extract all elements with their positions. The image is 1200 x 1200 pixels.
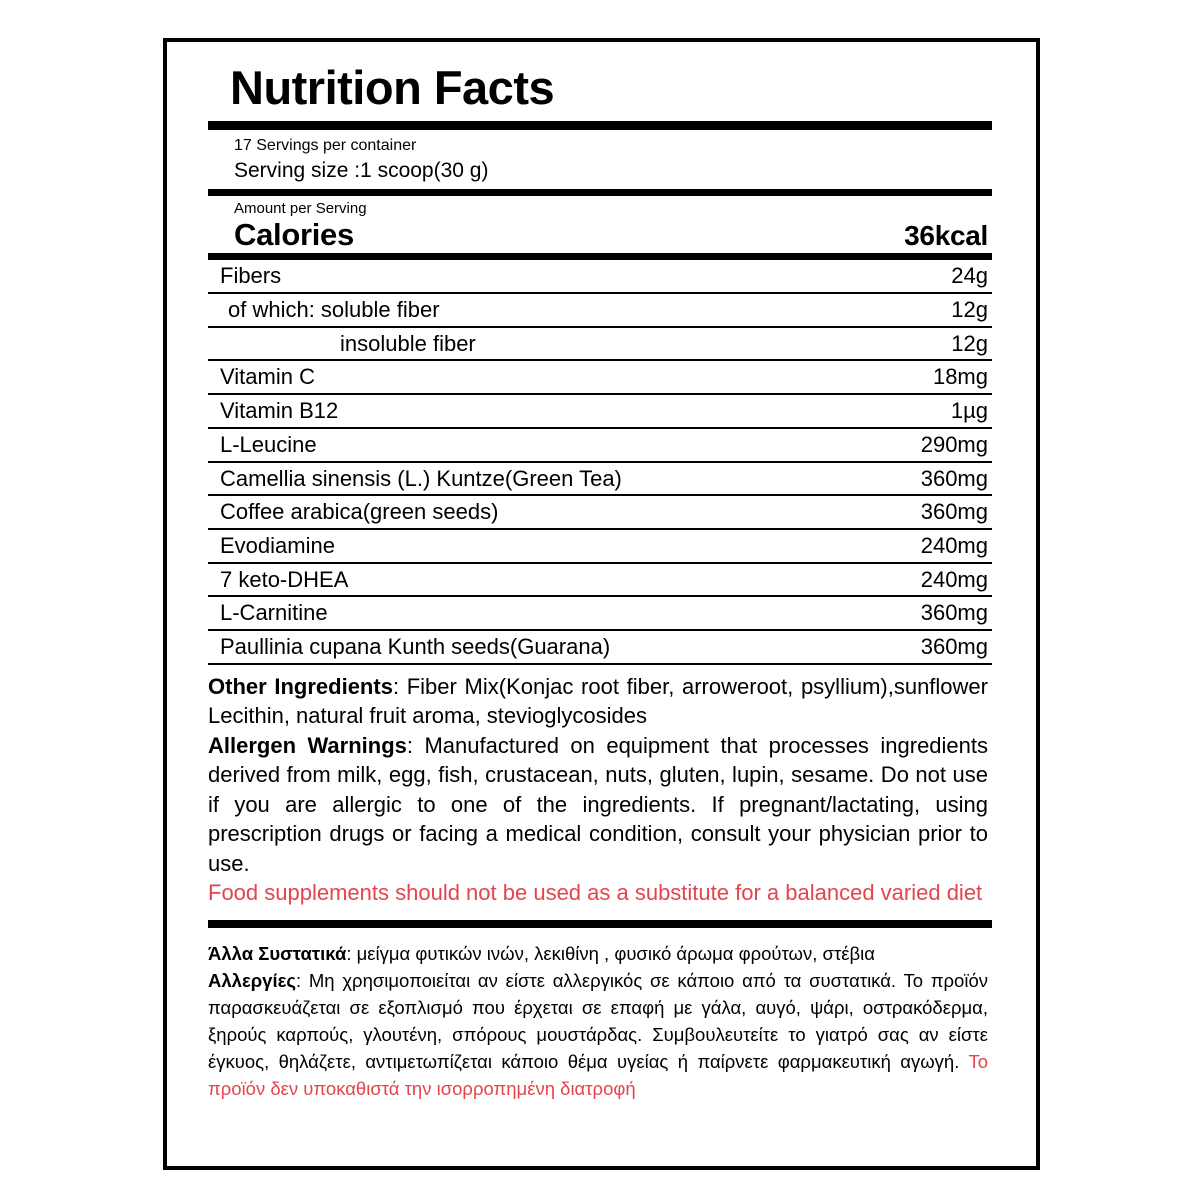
nutrient-value: 1µg [950,398,988,424]
divider-above-greek [208,920,992,928]
amount-per-serving-block [208,196,992,253]
servings-block [208,130,992,189]
nutrient-value: 18mg [932,364,988,390]
servings-per-container: 17 Servings per container [234,136,417,154]
table-row [208,395,992,429]
nutrient-name: Vitamin C [220,364,315,390]
nutrient-name: Coffee arabica(green seeds) [220,499,499,525]
nutrient-name: Evodiamine [220,532,335,558]
nutrient-name: of which: soluble fiber [228,296,440,322]
greek-disclaimer: Το προϊόν δεν υποκαθιστά την ισορροπημένη διατροφή [208,1050,988,1099]
table-row [208,294,992,328]
table-row [208,597,992,631]
table-row [208,429,992,463]
other-ingredients-paragraph [208,672,988,731]
nutrition-facts-label [163,38,1040,1170]
greek-other-ingredients-paragraph [208,940,988,967]
nutrient-value: 360mg [920,600,988,626]
amount-per-serving-label: Amount per Serving [234,200,367,218]
nutrient-name: Vitamin B12 [220,398,339,424]
calories-row [234,217,992,253]
greek-other-ingredients-text: : μείγμα φυτικών ινών, λεκιθίνη , φυσικό άρωμα φρούτων, στέβια [346,942,875,964]
nutrient-name: insoluble fiber [340,330,476,356]
divider-under-title [208,121,992,130]
calories-value: 36kcal [904,220,988,252]
greek-other-ingredients-label: Άλλα Συστατικά [208,942,347,964]
nutrient-value: 360mg [920,465,988,491]
nutrient-table [208,260,992,665]
nutrient-name: Camellia sinensis (L.) Kuntze(Green Tea) [220,465,622,491]
label-content [208,61,992,1102]
other-ingredients-text: : Fiber Mix(Konjac root fiber, arroweroot, psyllium),sunflower Lecithin, natural fruit aroma, stevioglycosides [208,673,988,729]
page-title: Nutrition Facts [230,61,555,114]
nutrient-name: L-Leucine [220,431,317,457]
calories-label: Calories [234,217,354,253]
nutrient-value: 290mg [920,431,988,457]
table-row [208,361,992,395]
greek-allergen-text: : Μη χρησιμοποιείται αν είστε αλλεργικός σε κάποιο από τα συστατικά. Το προϊόν παρασκευάζεται σε εξοπλισμό που έρχεται σε επαφή με γάλα, αυγό, ψάρι, οστρακόδερμα, ξηρούς καρπούς, γλουτένη, σπόρους μουστάρδας. Συμβουλευτείτε το γιατρό σας αν είστε έγκυος, θηλάζετε, αντιμετωπίζεται κάποιο θέμα υγείας ή παίρνετε φαρμακευτική αγωγή. [208,969,988,1072]
nutrient-value: 240mg [920,566,988,592]
divider-under-calories [208,253,992,260]
nutrient-name: Fibers [220,263,282,289]
serving-size: Serving size :1 scoop(30 g) [234,158,489,182]
table-row [208,260,992,294]
nutrient-value: 360mg [920,499,988,525]
greek-notes [208,928,992,1102]
nutrient-value: 12g [951,296,988,322]
nutrient-value: 12g [951,330,988,356]
divider-above-amount [208,189,992,196]
allergen-warnings-paragraph [208,731,988,878]
nutrient-name: 7 keto-DHEA [220,566,349,592]
allergen-warnings-label: Allergen Warnings [208,732,407,758]
greek-allergen-paragraph [208,967,988,1102]
table-row [208,463,992,497]
other-ingredients-label: Other Ingredients [208,673,393,699]
table-row [208,564,992,598]
table-row [208,496,992,530]
greek-allergen-label: Αλλεργίες [208,969,296,991]
table-row [208,530,992,564]
table-row [208,631,992,665]
nutrient-value: 360mg [920,634,988,660]
allergen-warnings-text: : Manufactured on equipment that processes ingredients derived from milk, egg, fish, crustacean, nuts, gluten, lupin, sesame. Do not use if you are allergic to one of the ingredients. If pregnant/lactating, using prescription drugs or facing a medical condition, consult your physician prior to use. [208,732,989,876]
nutrient-value: 24g [951,263,988,289]
nutrient-name: Paullinia cupana Kunth seeds(Guarana) [220,634,611,660]
nutrient-name: L-Carnitine [220,600,328,626]
table-row [208,328,992,362]
english-notes [208,665,992,908]
english-disclaimer: Food supplements should not be used as a substitute for a balanced varied diet [208,880,983,906]
nutrient-value: 240mg [920,532,988,558]
